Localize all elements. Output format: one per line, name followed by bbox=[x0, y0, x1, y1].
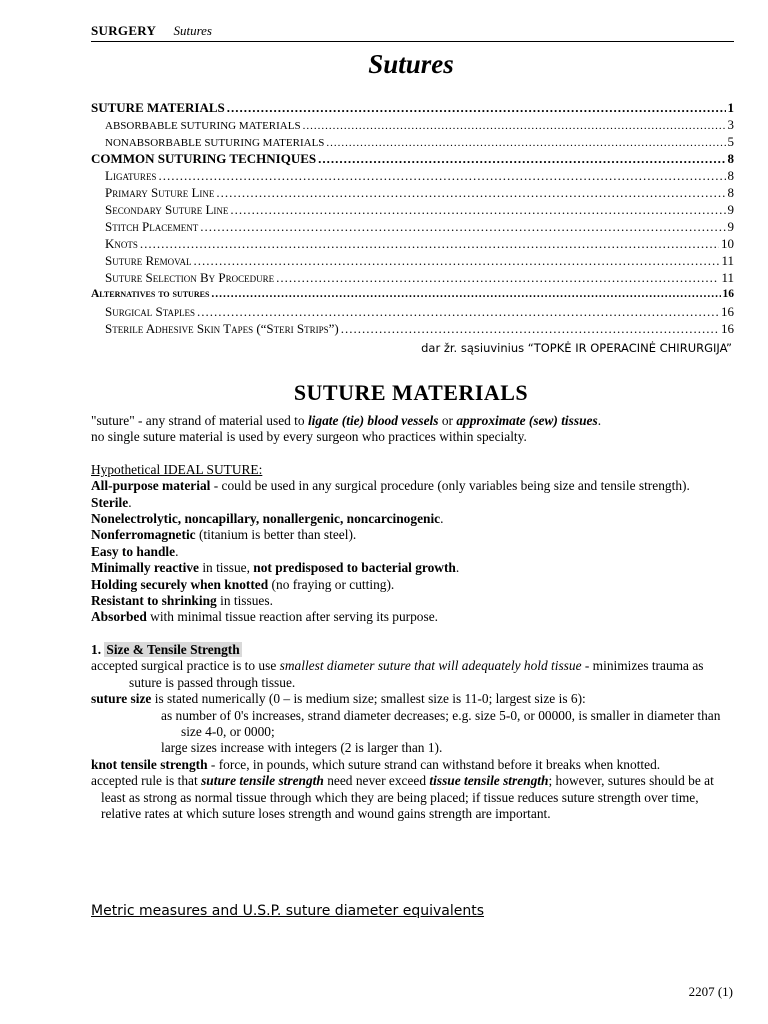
running-header bbox=[91, 23, 734, 42]
toc-entry-label: Surgical Staples bbox=[105, 304, 195, 319]
toc-entry-label: Primary Suture Line bbox=[105, 185, 215, 200]
list-item: Easy to handle. bbox=[91, 543, 179, 559]
toc-entry[interactable] bbox=[91, 269, 734, 286]
paragraph: no single suture material is used by every surgeon who practices within specialty. bbox=[91, 429, 527, 445]
list-item: Nonelectrolytic, noncapillary, nonallergenic, noncarcinogenic. bbox=[91, 511, 444, 527]
toc-entry[interactable] bbox=[91, 286, 734, 303]
list-item: Resistant to shrinking in tissues. bbox=[91, 593, 273, 609]
toc-entry-label: Knots bbox=[105, 236, 138, 251]
toc-entry-label: Alternatives to sutures bbox=[91, 288, 210, 300]
toc-entry[interactable] bbox=[91, 201, 734, 218]
toc-entry-label: COMMON SUTURING TECHNIQUES bbox=[91, 151, 317, 166]
list-item: All-purpose material - could be used in any surgical procedure (only variables being size and tensile strength). bbox=[91, 478, 690, 494]
toc-entry[interactable] bbox=[91, 252, 734, 269]
toc-entry-label: Secondary Suture Line bbox=[105, 202, 229, 217]
table-of-contents bbox=[91, 99, 734, 337]
metric-heading: Metric measures and U.S.P. suture diameter equivalents bbox=[91, 903, 485, 919]
list-item: Holding securely when knotted (no fraying or cutting). bbox=[91, 576, 395, 592]
source-note: dar žr. sąsiuvinius “TOPKĖ IR OPERACINĖ CHIRURGIJA” bbox=[421, 341, 732, 355]
highlighted-heading: Size & Tensile Strength bbox=[106, 641, 240, 657]
toc-entry-page: 1 bbox=[727, 100, 734, 115]
paragraph: knot tensile strength - force, in pounds, which suture strand can withstand before it breaks when knotted. bbox=[91, 756, 661, 772]
paragraph: suture size is stated numerically (0 – is medium size; smallest size is 11-0; largest size is 6): bbox=[91, 691, 586, 707]
ideal-suture-heading bbox=[91, 462, 736, 478]
toc-entry[interactable] bbox=[91, 218, 734, 235]
text-span: IDEAL SUTURE: bbox=[163, 461, 263, 477]
toc-entry-label: Stitch Placement bbox=[105, 219, 199, 234]
toc-entry-label: Ligatures bbox=[105, 168, 157, 183]
page-number: 2207 (1) bbox=[688, 984, 733, 999]
toc-entry-label: Suture Selection By Procedure bbox=[105, 270, 275, 285]
definition-paragraph bbox=[91, 413, 736, 429]
paragraph: as number of 0's increases, strand diameter decreases; e.g. size 5-0, or 00000, is smaller in diameter than size 4-0, or 0000; bbox=[161, 707, 721, 739]
emphasis: approximate (sew) tissues bbox=[456, 413, 598, 428]
toc-entry-page: 16 bbox=[722, 288, 734, 300]
toc-entry-page: 8 bbox=[727, 168, 734, 183]
toc-entry-page: 11 bbox=[721, 270, 734, 285]
toc-entry-label: SUTURE MATERIALS bbox=[91, 100, 225, 115]
emphasis: ligate (tie) blood vessels bbox=[307, 413, 439, 428]
list-item: Nonferromagnetic (titanium is better than steel). bbox=[91, 527, 357, 543]
text-span: or bbox=[438, 413, 457, 428]
section-title: SUTURE MATERIALS bbox=[293, 380, 529, 405]
paragraph: accepted surgical practice is to use smallest diameter suture that will adequately hold tissue - minimizes trauma as suture is passed through tissue. bbox=[91, 658, 704, 690]
list-item: Minimally reactive in tissue, not predisposed to bacterial growth. bbox=[91, 560, 460, 576]
toc-entry-page: 16 bbox=[721, 304, 734, 319]
toc-entry[interactable] bbox=[91, 235, 734, 252]
toc-entry[interactable] bbox=[91, 99, 734, 116]
toc-entry[interactable] bbox=[91, 150, 734, 167]
toc-entry[interactable] bbox=[91, 133, 734, 150]
toc-entry-page: 5 bbox=[727, 134, 734, 149]
toc-entry[interactable] bbox=[91, 167, 734, 184]
toc-entry-label: NONABSORBABLE SUTURING MATERIALS bbox=[105, 137, 325, 149]
toc-entry-page: 11 bbox=[721, 253, 734, 268]
document-title: Sutures bbox=[368, 49, 454, 79]
toc-entry[interactable] bbox=[91, 116, 734, 133]
toc-entry[interactable] bbox=[91, 184, 734, 201]
header-topic: Sutures bbox=[173, 23, 212, 38]
paragraph: accepted rule is that suture tensile strength need never exceed tissue tensile strength; however, sutures should be at least as strong as normal tissue through which they are being placed; if tissue reduces suture strength over time, relative rates at which suture loses strength and wound gains strength are important. bbox=[91, 773, 714, 821]
toc-entry-page: 9 bbox=[727, 202, 734, 217]
toc-entry-page: 9 bbox=[727, 219, 734, 234]
toc-entry[interactable] bbox=[91, 303, 734, 320]
text-span: . bbox=[597, 413, 602, 428]
list-item: Sterile. bbox=[91, 494, 132, 510]
toc-entry-page: 8 bbox=[727, 151, 734, 166]
toc-entry-page: 10 bbox=[721, 236, 734, 251]
paragraph: large sizes increase with integers (2 is larger than 1). bbox=[161, 740, 443, 756]
text-span: Hypothetical bbox=[91, 461, 164, 477]
text-span: "suture" - any strand of material used to bbox=[91, 413, 308, 428]
toc-entry-page: 3 bbox=[727, 117, 734, 132]
toc-entry-page: 16 bbox=[721, 321, 734, 336]
toc-entry-page: 8 bbox=[727, 185, 734, 200]
subsection-heading: 1. Size & Tensile Strength bbox=[91, 641, 240, 657]
list-item: Absorbed with minimal tissue reaction after serving its purpose. bbox=[91, 609, 438, 625]
body-text bbox=[91, 413, 736, 822]
toc-entry-label: Sterile Adhesive Skin Tapes (“Steri Strips”) bbox=[105, 321, 339, 336]
toc-entry-label: ABSORBABLE SUTURING MATERIALS bbox=[105, 120, 301, 132]
toc-entry[interactable] bbox=[91, 320, 734, 337]
toc-entry-label: Suture Removal bbox=[105, 253, 192, 268]
header-section: SURGERY bbox=[91, 23, 157, 38]
